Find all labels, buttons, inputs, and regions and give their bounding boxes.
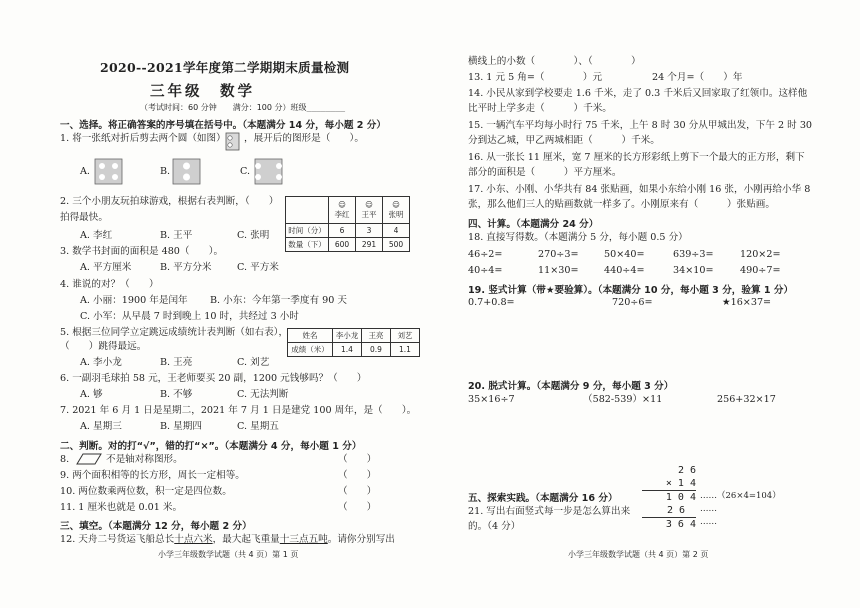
- q19-header: 19. 竖式计算（带★要验算）。（本题满分 10 分，每小题 3 分，验算 1 分）: [468, 285, 794, 296]
- q6-option-c: C. 无法判断: [237, 389, 289, 400]
- q9-text: 9. 两个面积相等的长方形，周长一定相等。: [60, 470, 245, 481]
- q2-table-head-text: 王平: [361, 210, 377, 219]
- section4-header: 四、计算。（本题满分 24 分）: [468, 219, 599, 230]
- section5-header: 五、探索实践。（本题满分 16 分）: [468, 493, 618, 504]
- q18-item: 40÷4=: [468, 265, 503, 276]
- table-cell: 姓名: [288, 329, 333, 343]
- q2-option-c: C. 张明: [237, 230, 270, 241]
- q3-option-b: B. 平方分米: [160, 262, 212, 273]
- calc-row: 1 0 4: [665, 492, 696, 503]
- section2-header: 二、判断。对的打“√”，错的打“×”。（本题满分 4 分，每小题 1 分）: [60, 441, 362, 452]
- calc-note: ……: [700, 517, 717, 527]
- q7-option-b: B. 星期四: [160, 421, 202, 432]
- table-cell: 291: [356, 238, 383, 252]
- folded-paper-figure: [225, 132, 241, 152]
- q18-item: 270÷3=: [538, 249, 579, 260]
- child-avatar-icon: ☺: [392, 200, 400, 209]
- q18-item: 490÷7=: [740, 265, 781, 276]
- q1-option-a-figure: [94, 158, 124, 186]
- q6-option-b: B. 不够: [160, 389, 193, 400]
- q18-item: 50×40=: [604, 249, 645, 260]
- calc-row: 2 6: [677, 465, 696, 476]
- table-cell: 4: [383, 224, 410, 238]
- q21-text-1: 21. 写出右面竖式每一步是怎么算出来: [468, 506, 631, 517]
- q4-option-c: C. 小军：从早晨 7 时到晚上 10 时，共经过 3 小时: [80, 311, 299, 322]
- table-cell: 1.4: [333, 343, 362, 357]
- q17-text-1: 17. 小东、小刚、小华共有 84 张贴画，如果小东给小刚 16 张，小刚再给小华 8: [468, 184, 811, 195]
- q19-item: 0.7+0.8=: [468, 297, 515, 308]
- q18-item: 34×10=: [673, 265, 714, 276]
- q7-option-c: C. 星期五: [237, 421, 279, 432]
- table-cell: 0.9: [362, 343, 391, 357]
- q5-text-1: 5. 根据三位同学立定跳远成绩统计表判断（如右表），: [60, 327, 289, 338]
- q3-text: 3. 数学书封面的面积是 480（ ）。: [60, 246, 224, 257]
- exam-title: 2020--2021学年度第二学期期末质量检测: [100, 60, 350, 75]
- q2-table: [285, 196, 410, 252]
- q18-item: 11×30=: [538, 265, 579, 276]
- q12-pre: 12. 天舟二号货运飞船总长: [60, 534, 175, 545]
- q1-option-a-label: A.: [80, 166, 90, 177]
- table-cell: 3: [356, 224, 383, 238]
- q2-table-head-text: 李红: [334, 210, 350, 219]
- q18-header: 18. 直接写得数。（本题满分 5 分，每小题 0.5 分）: [468, 232, 688, 243]
- q15-text-1: 15. 一辆汽车平均每小时行 75 千米，上午 8 时 30 分从甲城出发，下午 2 时 30: [468, 120, 813, 131]
- table-row: [288, 329, 420, 343]
- parallelogram-shape: [76, 453, 102, 465]
- q19-item: ★16×37=: [722, 297, 772, 308]
- table-cell: 成绩（米）: [288, 343, 333, 357]
- q2-table-head-cell: [383, 197, 410, 224]
- q3-option-c: C. 平方米: [237, 262, 279, 273]
- q19-item: 720÷6=: [612, 297, 653, 308]
- q12-mid: ，最大起飞重量: [212, 534, 280, 545]
- q12-underline-2: 十三点五吨: [279, 534, 328, 545]
- q6-option-a: A. 够: [80, 389, 103, 400]
- q2-text-2: 拍得最快。: [60, 212, 108, 223]
- q2-text-1: 2. 三个小朋友玩拍球游戏，根据右表判断，（ ）: [60, 196, 279, 207]
- table-cell: 数量（下）: [286, 238, 329, 252]
- q12-text: [60, 534, 395, 546]
- q20-item: 256+32×17: [717, 394, 776, 405]
- table-row: [288, 343, 420, 357]
- answer-bracket: （ ）: [338, 470, 377, 481]
- table-cell: 1.1: [391, 343, 420, 357]
- section1-header: 一、选择。将正确答案的序号填在括号中。（本题满分 14 分，每小题 2 分）: [60, 120, 386, 131]
- q1-option-c-figure: [254, 158, 284, 186]
- q14-text-1: 14. 小民从家到学校要走 1.6 千米，走了 0.3 千米后又回家取了红领巾。这样他: [468, 88, 808, 99]
- answer-bracket: （ ）: [338, 486, 377, 497]
- q20-item: （582-539）×11: [583, 394, 663, 405]
- q3-option-a: A. 平方厘米: [80, 262, 132, 273]
- q2-table-head-cell: [356, 197, 383, 224]
- exam-info-text: （考试时间：60 分钟 满分：100 分）班级: [140, 103, 307, 112]
- page1-footer: 小学三年级数学试题（共 4 页）第 1 页: [158, 550, 299, 559]
- q16-text-1: 16. 从一张长 11 厘米，宽 7 厘米的长方形彩纸上剪下一个最大的正方形，剩下: [468, 152, 805, 163]
- q4-option-a: A. 小丽：1900 年是闰年: [80, 295, 188, 306]
- q13b-text: 24 个月=（ ）年: [652, 72, 743, 83]
- calc-row: × 1 4: [642, 477, 696, 491]
- calc-note: ……: [700, 504, 717, 514]
- q20-header: 20. 脱式计算。（本题满分 9 分，每小题 3 分）: [468, 381, 674, 392]
- q1-option-b-figure: [172, 158, 202, 186]
- class-blank: ________: [306, 103, 346, 112]
- table-cell: 600: [329, 238, 356, 252]
- q18-item: 120×2=: [740, 249, 781, 260]
- child-avatar-icon: ☺: [338, 200, 346, 209]
- q5-text-2: （ ）跳得最远。: [60, 341, 147, 352]
- q13-text: 13. 1 元 5 角=（ ）元: [468, 72, 603, 83]
- q10-text: 10. 两位数乘两位数，积一定是四位数。: [60, 486, 232, 497]
- q1-text-b: ，展开后的图形是（ ）。: [244, 133, 364, 144]
- q2-table-head-cell: [329, 197, 356, 224]
- q18-item: 639÷3=: [673, 249, 714, 260]
- calc-row: 2 6: [642, 504, 696, 518]
- q12-underline-1: 十点六米: [174, 534, 213, 545]
- page2-footer: 小学三年级数学试题（共 4 页）第 2 页: [568, 550, 709, 559]
- table-row: [286, 238, 410, 252]
- vertical-calc: [642, 464, 696, 531]
- table-row: [286, 224, 410, 238]
- q20-item: 35×16÷7: [468, 394, 515, 405]
- q18-item: 46÷2=: [468, 249, 503, 260]
- q1-option-c-label: C.: [240, 166, 251, 177]
- child-avatar-icon: ☺: [365, 200, 373, 209]
- exam-grade-subject: 三年级 数学: [150, 84, 255, 100]
- table-cell: 6: [329, 224, 356, 238]
- q2-table-header-row: [286, 197, 410, 224]
- q12-continuation: 横线上的小数（ ）、（ ）: [468, 56, 641, 67]
- q8-number: 8.: [60, 454, 70, 465]
- q2-option-a: A. 李红: [80, 230, 113, 241]
- q7-text: 7. 2021 年 6 月 1 日是星期二，2021 年 7 月 1 日是建党 100 周年，是（ ）。: [60, 405, 417, 416]
- q5-option-a: A. 李小龙: [80, 357, 122, 368]
- q12-post: 。请你分别写出: [327, 534, 395, 545]
- q2-table-head-text: 张明: [388, 210, 404, 219]
- q5-option-c: C. 刘艺: [237, 357, 270, 368]
- q5-table: [287, 328, 420, 357]
- q17-text-2: 张，那么他们三人的贴画数就一样多了。小刚原来有（ ）张贴画。: [468, 199, 775, 210]
- calc-row: 3 6 4: [665, 519, 696, 530]
- q16-text-2: 部分的面积是（ ）平方厘米。: [468, 167, 622, 178]
- q4-text: 4. 谁说的对？（ ）: [60, 279, 159, 290]
- table-cell: 王亮: [362, 329, 391, 343]
- q11-text: 11. 1 厘米也就是 0.01 米。: [60, 502, 183, 513]
- answer-bracket: （ ）: [338, 502, 377, 513]
- calc-note: ……（26×4=104）: [700, 491, 781, 501]
- q2-option-b: B. 王平: [160, 230, 193, 241]
- q7-option-a: A. 星期三: [80, 421, 122, 432]
- table-cell: 李小龙: [333, 329, 362, 343]
- q8-text: 不是轴对称图形。: [106, 454, 183, 465]
- table-cell: 时间（分）: [286, 224, 329, 238]
- q6-text: 6. 一副羽毛球拍 58 元，王老师要买 20 副，1200 元钱够吗？（ ）: [60, 373, 367, 384]
- table-cell: 500: [383, 238, 410, 252]
- q4-option-b: B. 小东：今年第一季度有 90 天: [210, 295, 347, 306]
- q1-text-a: 1. 将一张纸对折后剪去两个圆（如图）: [60, 133, 226, 144]
- exam-info: [140, 102, 345, 113]
- section3-header: 三、填空。（本题满分 12 分，每小题 2 分）: [60, 521, 252, 532]
- q5-option-b: B. 王亮: [160, 357, 193, 368]
- q14-text-2: 比平时上学多走（ ）千米。: [468, 103, 612, 114]
- q1-option-b-label: B.: [160, 166, 171, 177]
- answer-bracket: （ ）: [338, 454, 377, 465]
- q21-text-2: 的。（4 分）: [468, 521, 521, 532]
- q15-text-2: 分到达乙城，甲乙两城相距（ ）千米。: [468, 135, 660, 146]
- table-cell: 刘艺: [391, 329, 420, 343]
- q2-table-corner: [286, 197, 329, 224]
- q18-item: 440÷4=: [604, 265, 645, 276]
